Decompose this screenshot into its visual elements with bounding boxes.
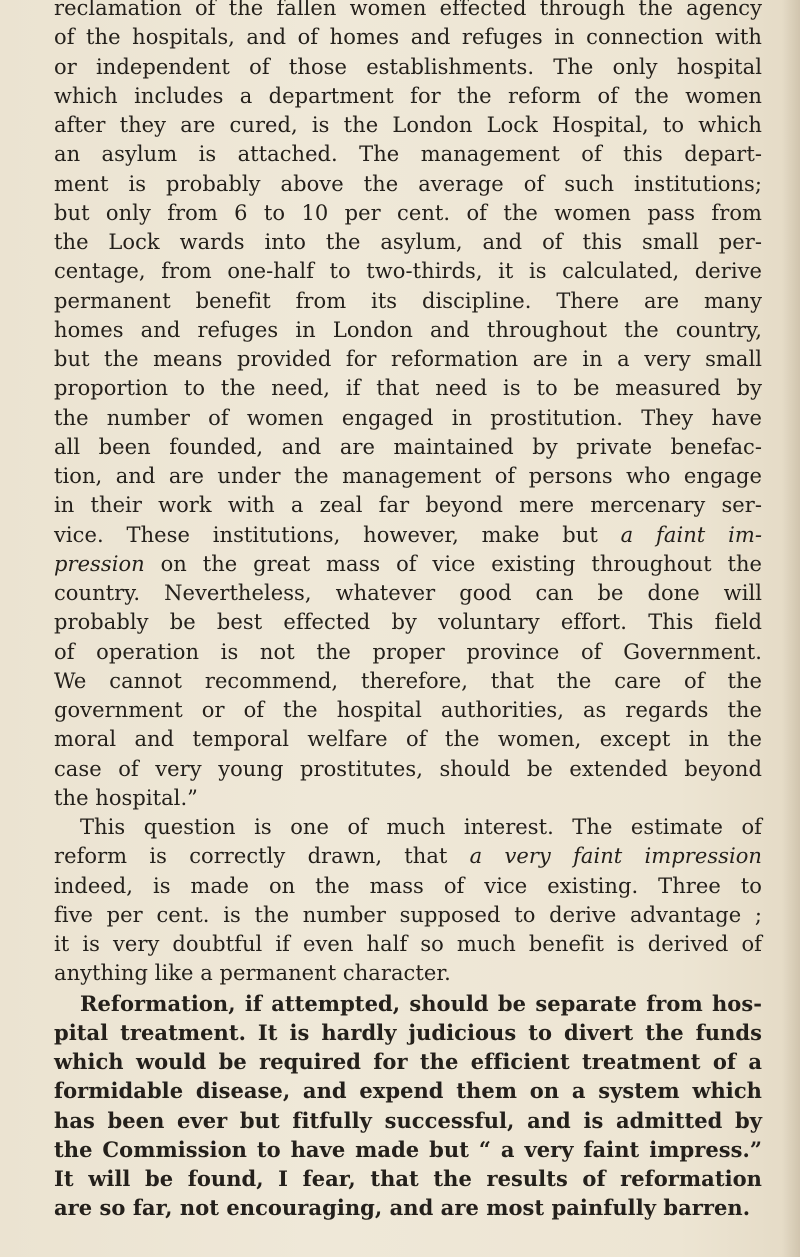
text-line: moral and temporal welfare of the women, except in the <box>54 727 762 752</box>
text-line: but the means provided for reformation are in a very small <box>54 347 762 371</box>
text-line: centage, from one-half to two-thirds, it is calculated, derive <box>54 259 762 284</box>
text-line-with-italic: reform is correctly drawn, that a very faint impression <box>54 844 763 869</box>
text-line: indeed, is made on the mass of vice existing. Three to <box>54 873 762 898</box>
text-line: It will be found, I fear, that the results of reformation <box>54 1166 762 1191</box>
paragraph-end-line: anything like a permanent character. <box>54 961 451 986</box>
text-line: or independent of those establishments. The only hospital <box>54 54 762 79</box>
italic-emphasis: a faint im- <box>620 522 762 547</box>
italic-emphasis: a very faint impression <box>469 844 763 869</box>
text-line: after they are cured, is the London Lock Hospital, to which <box>54 113 762 137</box>
text-line: of the hospitals, and of homes and refuges in connection with <box>54 25 762 50</box>
text-line: reclamation of the fallen women effected through the agency <box>54 0 762 20</box>
page-edge-shadow <box>782 0 800 1257</box>
text-line: of operation is not the proper province of Government. <box>54 639 762 664</box>
text-body <box>54 0 762 1223</box>
italic-emphasis: pression <box>54 551 145 576</box>
text-line-with-italic: pression on the great mass of vice existing throughout the <box>54 551 762 576</box>
text-line: all been founded, and are maintained by private benefac- <box>54 434 762 459</box>
text-line: it is very doubtful if even half so much benefit is derived of <box>54 932 762 956</box>
text-line: the Commission to have made but “ a very faint impress.” <box>54 1136 762 1162</box>
text-line: homes and refuges in London and throughout the country, <box>54 317 762 342</box>
text-line: the number of women engaged in prostitution. They have <box>54 405 762 430</box>
text-line: in their work with a zeal far beyond mere mercenary ser- <box>54 493 762 518</box>
text-line: government or of the hospital authorities, as regards the <box>54 698 762 722</box>
text-line: tion, and are under the management of persons who engage <box>54 464 762 488</box>
paragraph-start-line: Reformation, if attempted, should be separate from hos- <box>80 990 762 1016</box>
text-line: which includes a department for the reform of the women <box>54 83 762 108</box>
paragraph-start-line: This question is one of much interest. The estimate of <box>80 815 762 839</box>
text-line: ment is probably above the average of such institutions; <box>54 171 762 196</box>
text-line: has been ever but fitfully successful, and is admitted by <box>54 1107 762 1133</box>
text-line: permanent benefit from its discipline. There are many <box>54 288 762 313</box>
text-line: formidable disease, and expend them on a system which <box>54 1078 762 1104</box>
text-line: but only from 6 to 10 per cent. of the women pass from <box>54 200 762 225</box>
text-line: pital treatment. It is hardly judicious to divert the funds <box>54 1019 762 1045</box>
text-line: are so far, not encouraging, and are most painfully barren. <box>54 1195 751 1221</box>
text-line: country. Nevertheless, whatever good can be done will <box>54 581 762 605</box>
text-line: case of very young prostitutes, should be extended beyond <box>54 756 762 781</box>
text-line: We cannot recommend, therefore, that the care of the <box>54 668 762 693</box>
text-line: the Lock wards into the asylum, and of this small per- <box>54 230 762 254</box>
text-line-with-italic: vice. These institutions, however, make but a faint im- <box>54 522 762 547</box>
quote-end-line: the hospital.” <box>54 785 198 810</box>
text-line: probably be best effected by voluntary effort. This field <box>54 610 762 635</box>
text-line: proportion to the need, if that need is to be measured by <box>54 376 762 401</box>
text-line: an asylum is attached. The management of this depart- <box>54 142 762 167</box>
text-line: five per cent. is the number supposed to derive advantage ; <box>54 902 762 927</box>
text-line: which would be required for the efficient treatment of a <box>54 1049 762 1074</box>
